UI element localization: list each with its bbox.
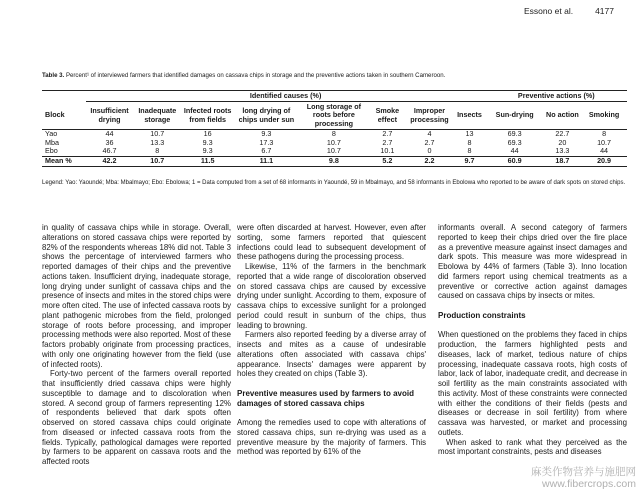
col-header: No action: [544, 102, 581, 130]
table-cell: 42.2: [86, 156, 134, 167]
table-cell: 44: [600, 146, 609, 156]
col-header: Insects: [453, 102, 485, 130]
table-cell: 8: [467, 137, 472, 147]
col-header: Smoke effect: [369, 102, 405, 130]
col-header: Smoking: [581, 102, 627, 130]
table-cell: 8: [331, 129, 336, 139]
table-legend: Legend: Yao: Yaoundé; Mba: Mbalmayo; Ebo: Ebolowa; 1 = Data computed from a set of 68 informants in Yaoundé, 59 in Mbalmayo, and 58 informants in Ebolowa who reported to be aware of dark spots on stored chips.: [42, 180, 626, 186]
table-row-mean: [42, 156, 627, 167]
section-heading: Preventive measures used by farmers to avoid damages of stored cassava chips: [237, 388, 414, 408]
paragraph: When questioned on the problems they faced in chips production, the farmers highlighted pests and diseases, lack of market, tedious nature of chips processing, inadequate cassava roots, high costs of labor, lack of labor, inadequate credit, and decrease in soil fertility as the main constraints associated with this activity. Most of these constraints were connected with either the conditions of their fields (pests and diseases or decrease in soil fertility) from where cassava was harvested, or market and processing outlets.: [438, 330, 627, 437]
table-cell: 60.9: [486, 156, 544, 167]
table-cell: 11.1: [234, 156, 298, 167]
table-cell: 2.2: [406, 156, 454, 167]
table-cell: 2.7: [382, 129, 393, 139]
col-header: Infected roots from fields: [181, 102, 234, 130]
body-column-1: [42, 223, 231, 467]
row-label: Mean %: [42, 156, 86, 167]
table-cell: 17.3: [259, 137, 274, 147]
row-label: Mba: [45, 137, 59, 147]
table-caption-text: Percent¹ of interviewed farmers that identified damages on cassava chips in storage and the preventive actions taken in southern Cameroon.: [65, 72, 446, 79]
table-cell: 9.3: [202, 137, 213, 147]
col-header: Sun-drying: [486, 102, 544, 130]
table-cell: 46.7: [102, 146, 117, 156]
col-header: long drying of chips under sun: [234, 102, 298, 130]
table-cell: 2.7: [382, 137, 393, 147]
table-corner: [42, 91, 86, 102]
watermark-line: www.fibercrops.com: [542, 478, 636, 490]
paragraph: When asked to rank what they perceived as the most important constraints, pests and diseases: [438, 437, 627, 457]
table-cell: 44: [510, 146, 519, 156]
table-cell: 20: [558, 137, 567, 147]
table-cell: 9.7: [453, 156, 485, 167]
table-cell: 6.7: [261, 146, 272, 156]
running-head: [524, 6, 614, 16]
table-cell: 5.2: [369, 156, 405, 167]
section-heading: Production constraints: [438, 310, 526, 320]
table-cell: 20.9: [581, 156, 627, 167]
table-cell: 44: [105, 129, 114, 139]
table-cell: 0: [427, 146, 432, 156]
col-header: Improper processing: [406, 102, 454, 130]
table-group-header-row: [42, 91, 627, 102]
table-cell: 9.8: [299, 156, 370, 167]
table-cell: 10.7: [150, 129, 165, 139]
group-identified-causes: Identified causes (%): [86, 91, 486, 102]
table-cell: 10.7: [597, 137, 612, 147]
table-cell: 8: [602, 129, 607, 139]
body-column-3: [438, 223, 627, 457]
watermark: [531, 466, 636, 490]
table-cell: 13.3: [150, 137, 165, 147]
body-column-2: [237, 223, 426, 457]
table-cell: 8: [155, 146, 160, 156]
table-cell: 69.3: [507, 137, 522, 147]
paragraph: Likewise, 11% of the farmers in the benchmark reported that a wide range of discoloration observed on stored cassava chips are caused by excessive drying under sunlight. According to them, exposure of cassava chips to excessive sunlight for a prolonged period could result in sunburn of the chips, thus leading to browning.: [237, 262, 426, 330]
page-number: 4177: [595, 6, 614, 16]
running-head-authors: Essono et al.: [523, 6, 574, 16]
table-cell: 10.1: [380, 146, 395, 156]
table-caption-label: Table 3.: [42, 72, 65, 79]
row-label: Ebo: [45, 146, 58, 156]
table-cell: 8: [467, 146, 472, 156]
paragraph: were often discarded at harvest. However, even after sorting, some farmers reported that quiescent infections could lead to subsequent development of these pathogens during the processing process.: [237, 223, 426, 262]
table-3: [42, 90, 627, 167]
paragraph: Among the remedies used to cope with alterations of stored cassava chips, sun re-drying was used as a preventive measure by the majority of farmers. This method was reported by 61% of the: [237, 418, 426, 457]
table-caption: [42, 72, 627, 80]
group-preventive-actions: Preventive actions (%): [486, 91, 627, 102]
table-cell: 4: [427, 129, 432, 139]
table-cell: 36: [105, 137, 114, 147]
table-cell: 9.3: [261, 129, 272, 139]
table-cell: 9.3: [202, 146, 213, 156]
table-cell: 2.7: [424, 137, 435, 147]
paragraph: in quality of cassava chips while in storage. Overall, alterations on stored cassava chips were reported by 82% of the respondents whereas 18% did not. Table 3 shows the percentage of interviewed farmers who reported damages of their chips and the preventive actions taken. Insufficient drying, inadequate storage, long drying under sunlight of cassava chips and the presence of insects and mites in the stored chips were more often cited. The use of infected cassava roots by plant pathogenic microbes from the field, prolonged storage of roots before processing, and improper processing methods were also reported. Most of these factors probably originate from processing practices, with only one originating however from the field (use of infected roots).: [42, 223, 231, 369]
table-cell: 18.7: [544, 156, 581, 167]
row-label: Yao: [45, 129, 58, 139]
col-header: Insufficient drying: [86, 102, 134, 130]
table-cell: 69.3: [507, 129, 522, 139]
table-row: [42, 147, 627, 156]
table-cell: 16: [203, 129, 212, 139]
table-column-header-row: [42, 102, 627, 130]
watermark-line: 麻类作物营养与施肥网: [531, 466, 636, 478]
col-header-block: Block: [42, 102, 86, 130]
col-header: Long storage of roots before processing: [299, 102, 370, 130]
paragraph: Farmers also reported feeding by a diverse array of insects and mites as a cause of undesirable alterations often associated with cassava chips' appearance. Insects' damages were apparent by holes they created on chips (Table 3).: [237, 330, 426, 379]
paragraph: Forty-two percent of the farmers overall reported that insufficiently dried cassava chips were highly susceptible to damage and to discoloration when stored. A second group of farmers representing 12% of respondents believed that dark spots often observed on stored cassava chips could originate from diseased or infected cassava roots from the fields. Typically, pathological damages were reported by farmers to be apparent on cassava roots and the affected roots: [42, 369, 231, 466]
table-cell: 11.5: [181, 156, 234, 167]
table-cell: 10.7: [133, 156, 181, 167]
table-cell: 22.7: [555, 129, 570, 139]
table-cell: 13: [465, 129, 474, 139]
paragraph: informants overall. A second category of farmers reported to keep their chips dried over the fire place as a preventive measure against insect damages and dark spots. This measure was more widespread in Ebolowa by 44% of farmers (Table 3). Inno location did farmers report using chemical treatments as a preventive or corrective action against damages caused on cassava chips by insects or mites.: [438, 223, 627, 301]
table-cell: 10.7: [326, 146, 341, 156]
table-cell: 10.7: [326, 137, 341, 147]
col-header: Inadequate storage: [133, 102, 181, 130]
table-cell: 13.3: [555, 146, 570, 156]
